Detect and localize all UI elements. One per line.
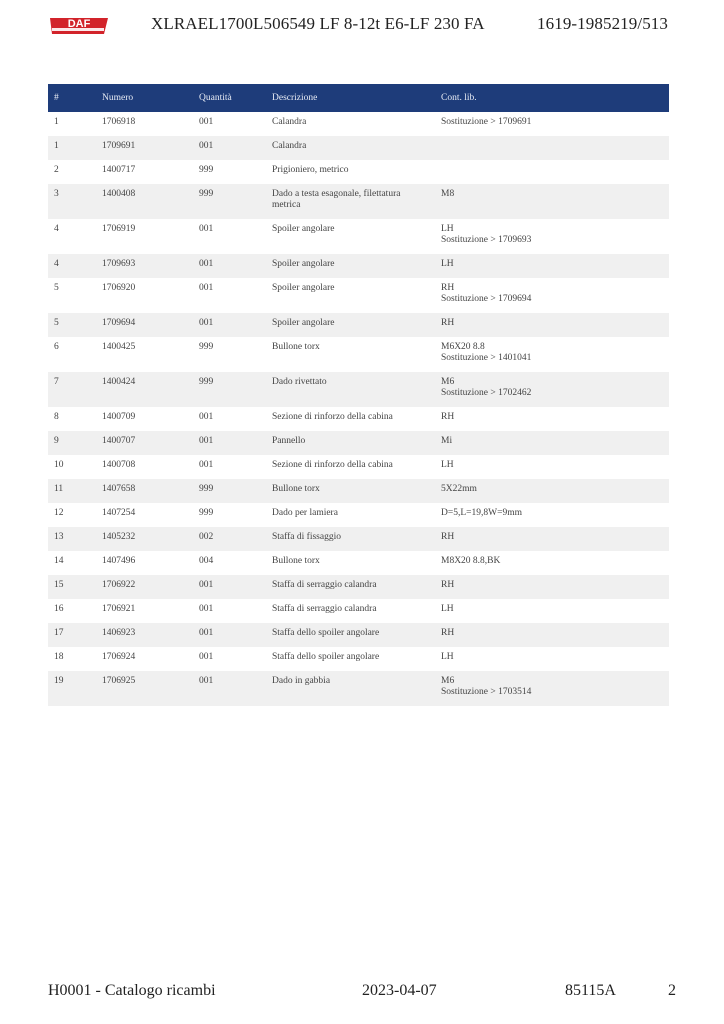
- table-row: [48, 337, 669, 372]
- cell-quantity: 001: [199, 117, 214, 127]
- note-line: LH: [441, 652, 454, 662]
- cell-index: 8: [54, 412, 59, 422]
- cell-index: 4: [48, 254, 96, 278]
- col-header-quantity: Quantità: [193, 84, 266, 112]
- note-line: RH: [441, 283, 455, 293]
- cell-part-number: 1706918: [102, 117, 136, 127]
- cell-notes: [435, 407, 669, 431]
- table-row: [48, 278, 669, 313]
- table-row: [48, 372, 669, 407]
- cell-index: 13: [48, 527, 96, 551]
- cell-part-number: 1709691: [96, 136, 193, 160]
- cell-quantity: 999: [199, 342, 214, 352]
- cell-index: 11: [48, 479, 96, 503]
- footer-date: 2023-04-07: [362, 982, 437, 999]
- table-row: [48, 575, 669, 599]
- cell-part-number: 1406923: [96, 623, 193, 647]
- note-line: RH: [441, 532, 455, 542]
- cell-description: Spoiler angolare: [272, 224, 335, 234]
- cell-part-number: 1405232: [96, 527, 193, 551]
- cell-notes: [435, 551, 669, 575]
- cell-description: Staffa di serraggio calandra: [266, 575, 435, 599]
- cell-description: Prigioniero, metrico: [272, 165, 349, 175]
- cell-part-number: 1400408: [96, 184, 193, 219]
- note-line: RH: [441, 318, 455, 328]
- cell-part-number: 1706925: [96, 671, 193, 706]
- cell-notes: [435, 112, 669, 136]
- cell-part-number: 1706924: [102, 652, 136, 662]
- logo-text: DAF: [67, 18, 91, 30]
- table-header-row: [48, 84, 669, 112]
- cell-part-number: 1407496: [102, 556, 136, 566]
- table-row: [48, 479, 669, 503]
- vehicle-model: XLRAEL1700L506549 LF 8-12t E6-LF 230 FA: [151, 14, 485, 33]
- cell-description: Bullone torx: [272, 556, 320, 566]
- note-line: Sostituzione > 1709691: [441, 117, 532, 127]
- cell-notes: [435, 337, 669, 372]
- cell-description: Calandra: [272, 117, 307, 127]
- cell-index: 1: [48, 136, 96, 160]
- table-row: [48, 219, 669, 254]
- table-row: [48, 112, 669, 136]
- cell-part-number: 1709694: [96, 313, 193, 337]
- cell-index: 5: [54, 283, 59, 293]
- cell-quantity: 999: [193, 184, 266, 219]
- cell-quantity: 999: [199, 165, 214, 175]
- cell-part-number: 1706922: [96, 575, 193, 599]
- cell-notes: [435, 313, 669, 337]
- col-header-number: Numero: [96, 84, 193, 112]
- cell-part-number: 1400708: [102, 460, 136, 470]
- cell-notes: [435, 160, 669, 184]
- cell-quantity: 999: [193, 372, 266, 407]
- col-header-notes: Cont. lib.: [435, 84, 669, 112]
- cell-description: Sezione di rinforzo della cabina: [272, 412, 393, 422]
- note-line: M6: [441, 676, 455, 686]
- note-line: M6: [441, 377, 455, 387]
- cell-quantity: 002: [193, 527, 266, 551]
- cell-description: Spoiler angolare: [266, 313, 435, 337]
- footer-catalog: H0001 - Catalogo ricambi: [48, 982, 216, 999]
- note-line: Mi: [441, 436, 453, 446]
- document-reference: 1619-1985219/513: [537, 14, 668, 33]
- cell-notes: [435, 479, 669, 503]
- cell-description: Spoiler angolare: [266, 254, 435, 278]
- cell-notes: [435, 254, 669, 278]
- note-line: LH: [441, 259, 454, 269]
- cell-quantity: 001: [193, 671, 266, 706]
- cell-description: Bullone torx: [266, 479, 435, 503]
- cell-part-number: 1706921: [102, 604, 136, 614]
- table-row: [48, 313, 669, 337]
- cell-quantity: 001: [199, 604, 214, 614]
- cell-index: 6: [54, 342, 59, 352]
- cell-notes: [435, 136, 669, 160]
- cell-index: 18: [54, 652, 64, 662]
- note-line: Sostituzione > 1401041: [441, 353, 532, 363]
- col-header-description: Descrizione: [266, 84, 435, 112]
- cell-index: 3: [48, 184, 96, 219]
- cell-part-number: 1400709: [102, 412, 136, 422]
- cell-index: 7: [48, 372, 96, 407]
- col-header-index: #: [48, 84, 96, 112]
- table-row: [48, 431, 669, 455]
- cell-description: Calandra: [266, 136, 435, 160]
- table-row: [48, 503, 669, 527]
- table-row: [48, 599, 669, 623]
- note-line: M6X20 8.8: [441, 342, 485, 352]
- parts-table: [48, 84, 669, 706]
- cell-part-number: 1709693: [96, 254, 193, 278]
- cell-quantity: 001: [193, 431, 266, 455]
- footer-code: 85115A: [565, 982, 616, 999]
- cell-index: 17: [48, 623, 96, 647]
- cell-description: Staffa di serraggio calandra: [272, 604, 377, 614]
- cell-part-number: 1706920: [102, 283, 136, 293]
- cell-index: 10: [54, 460, 64, 470]
- cell-description: Pannello: [266, 431, 435, 455]
- cell-notes: [435, 219, 669, 254]
- table-row: [48, 671, 669, 706]
- cell-notes: [435, 599, 669, 623]
- table-row: [48, 254, 669, 278]
- cell-notes: [435, 647, 669, 671]
- cell-notes: [435, 503, 669, 527]
- cell-quantity: 001: [193, 136, 266, 160]
- cell-quantity: 001: [199, 224, 214, 234]
- table-row: [48, 407, 669, 431]
- cell-description: Dado rivettato: [266, 372, 435, 407]
- cell-description: Staffa dello spoiler angolare: [272, 652, 380, 662]
- cell-part-number: 1400707: [96, 431, 193, 455]
- cell-quantity: 001: [193, 575, 266, 599]
- note-line: Sostituzione > 1709694: [441, 294, 532, 304]
- parts-table-body: [48, 112, 669, 706]
- note-line: Sostituzione > 1709693: [441, 235, 532, 245]
- note-line: RH: [441, 412, 455, 422]
- cell-notes: [435, 455, 669, 479]
- cell-description: Spoiler angolare: [272, 283, 335, 293]
- cell-quantity: 001: [199, 283, 214, 293]
- cell-description: Dado in gabbia: [266, 671, 435, 706]
- cell-index: 1: [54, 117, 59, 127]
- cell-description: Staffa dello spoiler angolare: [266, 623, 435, 647]
- table-row: [48, 184, 669, 219]
- cell-part-number: 1407254: [102, 508, 136, 518]
- cell-part-number: 1407658: [96, 479, 193, 503]
- cell-index: 14: [54, 556, 64, 566]
- cell-index: 12: [54, 508, 64, 518]
- table-row: [48, 160, 669, 184]
- cell-index: 4: [54, 224, 59, 234]
- cell-description: Sezione di rinforzo della cabina: [272, 460, 393, 470]
- note-line: Sostituzione > 1703514: [441, 687, 532, 697]
- cell-quantity: 004: [199, 556, 214, 566]
- cell-index: 5: [48, 313, 96, 337]
- cell-notes: [435, 575, 669, 599]
- table-row: [48, 623, 669, 647]
- table-row: [48, 527, 669, 551]
- cell-notes: [435, 431, 669, 455]
- table-row: [48, 136, 669, 160]
- cell-notes: [435, 671, 669, 706]
- cell-description: Staffa di fissaggio: [266, 527, 435, 551]
- note-line: RH: [441, 628, 455, 638]
- cell-quantity: 001: [193, 623, 266, 647]
- cell-index: 19: [48, 671, 96, 706]
- page-number: 2: [668, 982, 676, 999]
- table-row: [48, 455, 669, 479]
- note-line: 5X22mm: [441, 484, 477, 494]
- cell-quantity: 999: [193, 479, 266, 503]
- cell-notes: [435, 372, 669, 407]
- table-row: [48, 551, 669, 575]
- note-line: M8: [441, 189, 455, 199]
- cell-notes: [435, 527, 669, 551]
- note-line: LH: [441, 460, 454, 470]
- table-row: [48, 647, 669, 671]
- note-line: M8X20 8.8,BK: [441, 556, 501, 566]
- cell-description: Dado a testa esagonale, filettatura metrica: [266, 184, 435, 219]
- cell-notes: [435, 278, 669, 313]
- cell-quantity: 001: [193, 254, 266, 278]
- note-line: LH: [441, 604, 454, 614]
- cell-quantity: 999: [199, 508, 214, 518]
- note-line: RH: [441, 580, 455, 590]
- cell-notes: [435, 184, 669, 219]
- cell-index: 9: [48, 431, 96, 455]
- cell-index: 2: [54, 165, 59, 175]
- note-line: LH: [441, 224, 454, 234]
- cell-description: Bullone torx: [272, 342, 320, 352]
- note-line: D=5,L=19,8W=9mm: [441, 508, 522, 518]
- cell-part-number: 1400424: [96, 372, 193, 407]
- cell-part-number: 1400717: [102, 165, 136, 175]
- cell-index: 16: [54, 604, 64, 614]
- cell-quantity: 001: [199, 652, 214, 662]
- cell-description: Dado per lamiera: [272, 508, 338, 518]
- cell-index: 15: [48, 575, 96, 599]
- cell-quantity: 001: [193, 313, 266, 337]
- note-line: Sostituzione > 1702462: [441, 388, 532, 398]
- cell-part-number: 1400425: [102, 342, 136, 352]
- daf-logo: [48, 16, 110, 36]
- cell-quantity: 001: [199, 412, 214, 422]
- cell-part-number: 1706919: [102, 224, 136, 234]
- cell-notes: [435, 623, 669, 647]
- cell-quantity: 001: [199, 460, 214, 470]
